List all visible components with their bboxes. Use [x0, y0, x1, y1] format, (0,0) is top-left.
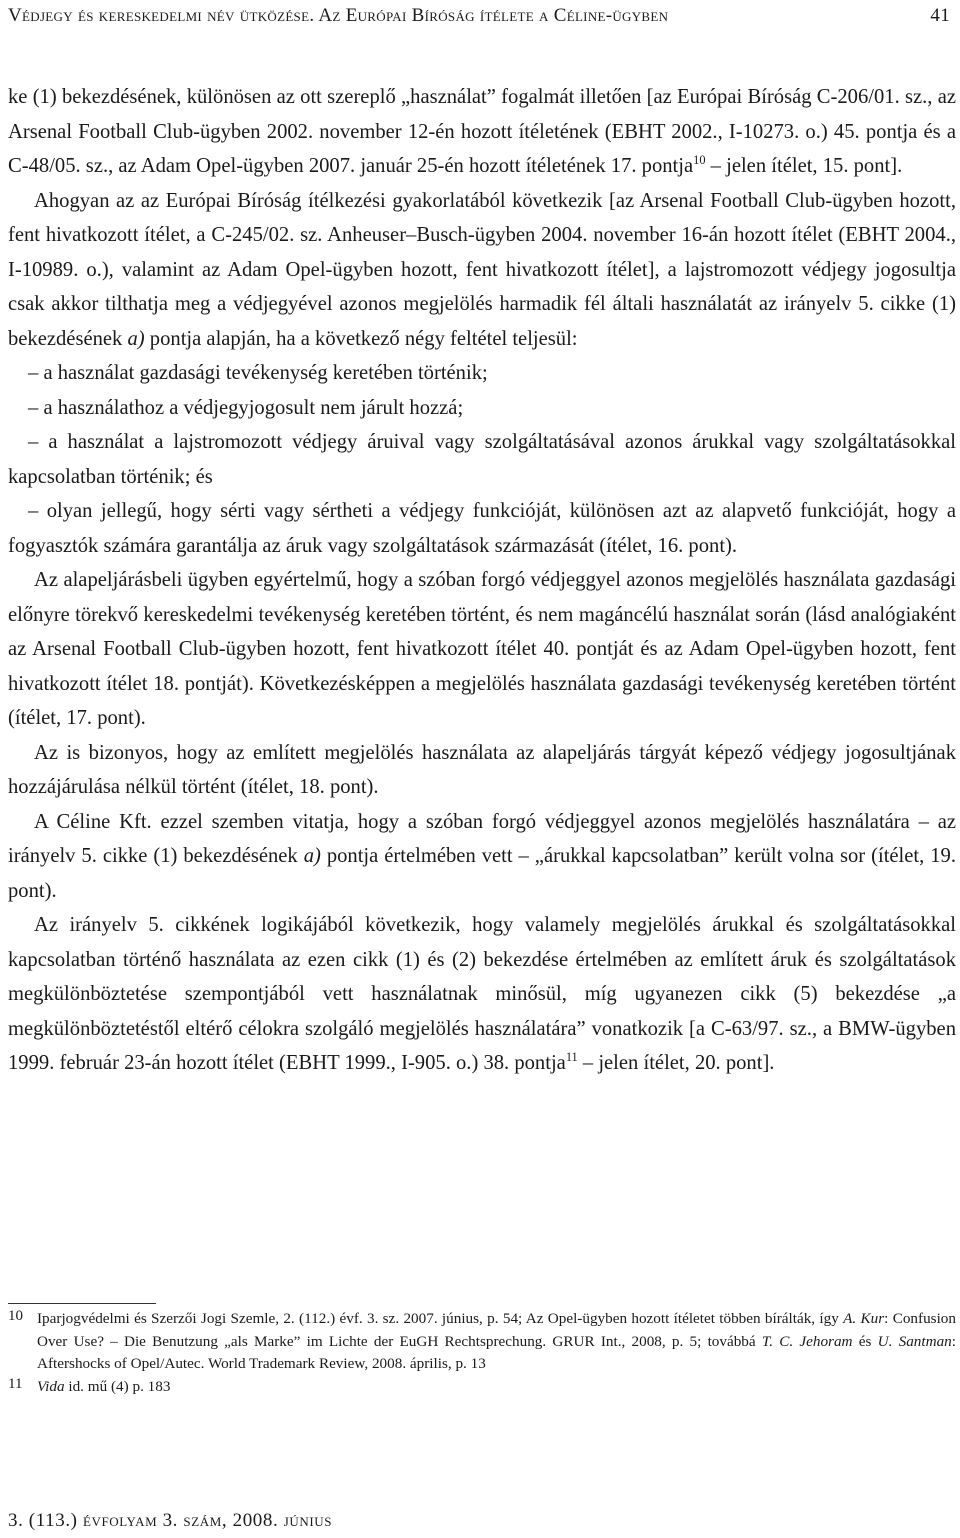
paragraph-2-italic: a)	[127, 327, 145, 350]
condition-item-1: – a használat gazdasági tevékenység keretében történik;	[28, 362, 488, 384]
footnotes	[8, 1308, 956, 1398]
paragraph-5	[8, 805, 956, 909]
running-footer: 3. (113.) évfolyam 3. szám, 2008. június	[8, 1510, 333, 1531]
footnote-author: A. Kur	[843, 1310, 885, 1327]
page-number: 41	[930, 5, 950, 26]
paragraph-2-tail: pontja alapján, ha a következő négy feltétel teljesül:	[144, 327, 578, 350]
running-title: Védjegy és kereskedelmi név ütközése. Az Európai Bíróság ítélete a Céline-ügyben	[8, 5, 669, 26]
footnote-11	[8, 1376, 956, 1399]
paragraph-3: Az alapeljárásbeli ügyben egyértelmű, hogy a szóban forgó védjeggyel azonos megjelölés használata gazdasági előnyre törekvő kereskedelmi tevékenység keretében történt, és nem magáncélú használat során (lásd analógiaként az Arsenal Football Club-ügyben hozott, fent hivatkozott ítélet 40. pontját és az Adam Opel-ügyben hozott, fent hivatkozott ítélet 18. pontját). Következésképpen a megjelölés használata gazdasági tevékenység keretében történt (ítélet, 17. pont).	[8, 569, 956, 729]
running-header	[8, 2, 952, 38]
paragraph-1-tail: – jelen ítélet, 15. pont].	[705, 155, 903, 177]
footnote-10	[8, 1308, 956, 1376]
paragraph-2	[8, 184, 956, 357]
paragraph-5-text: A Céline Kft. ezzel szemben vitatja, hogy a szóban forgó védjeggyel azonos megjelölés használatára – az irányelv 5. cikke (1) bekezdésének	[8, 810, 956, 867]
paragraph-2-text: Ahogyan az az Európai Bíróság ítélkezési gyakorlatából következik [az Arsenal Football Club-ügyben hozott, fent hivatkozott ítélet, a C-245/02. sz. Anheuser–Busch-ügyben 2004. november 16-án hozott ítélet (EBHT 2004., I-10989. o.), valamint az Adam Opel-ügyben hozott, fent hivatkozott ítélet], a lajstromozott védjegy jogosultja csak akkor tilthatja meg a védjegyével azonos megjelölés harmadik fél általi használatát az irányelv 5. cikke (1) bekezdésének	[8, 189, 956, 350]
footnote-text: : Confusion Over Use? – Die Benutzung „als Marke” im Lichte der EuGH Rechtsprechung. GRUR Int., 2008, p. 5; továbbá	[37, 1310, 956, 1350]
footnote-author: Vida	[37, 1377, 65, 1395]
article-body	[8, 80, 956, 1081]
paragraph-1	[8, 80, 956, 184]
condition-item-2: – a használathoz a védjegyjogosult nem járult hozzá;	[28, 396, 464, 419]
footnote-ref-10[interactable]: 10	[693, 153, 706, 168]
condition-item-3: – a használat a lajstromozott védjegy áruival vagy szolgáltatásával azonos árukkal vagy szolgáltatásokkal kapcsolatban történik; és	[8, 431, 956, 488]
footnote-ref-11[interactable]: 11	[565, 1050, 578, 1065]
paragraph-6-tail: – jelen ítélet, 20. pont].	[577, 1052, 775, 1074]
paragraph-6-text: Az irányelv 5. cikkének logikájából következik, hogy valamely megjelölés árukkal és szolgáltatásokkal kapcsolatban történő használata az ezen cikk (1) és (2) bekezdése értelmében az említett áruk és szolgáltatások megkülönböztetése szempontjából vett használatnak minősül, míg ugyanezen cikk (5) bekezdése „a megkülönböztetéstől eltérő célokra szolgáló megjelölés használatára” vonatkozik [a C-63/97. sz., a BMW-ügyben 1999. február 23-án hozott ítélet (EBHT 1999., I-905. o.) 38. pontja	[8, 914, 956, 1074]
footnote-mark: 11	[8, 1375, 23, 1392]
footnote-text: és	[852, 1332, 878, 1350]
paragraph-5-tail: pontja értelmében vett – „árukkal kapcsolatban” került volna sor (ítélet, 19. pont).	[8, 845, 956, 902]
footnote-text: Iparjogvédelmi és Szerzői Jogi Szemle, 2. (112.) évf. 3. sz. 2007. június, p. 54; Az Opel-ügyben hozott ítéletet többen bírálták, így	[37, 1310, 844, 1327]
paragraph-5-italic: a)	[303, 845, 321, 867]
footnote-author: U. Santman	[877, 1332, 952, 1350]
paragraph-1-text: ke (1) bekezdésének, különösen az ott szereplő „használat” fogalmát illetően [az Európai Bíróság C-206/01. sz., az Arsenal Football Club-ügyben 2002. november 12-én hozott ítéletének (EBHT 2002., I-10273. o.) 45. pontja és a C-48/05. sz., az Adam Opel-ügyben 2007. január 25-én hozott ítéletének 17. pontja	[8, 86, 956, 177]
condition-item-4: – olyan jellegű, hogy sérti vagy sértheti a védjegy funkcióját, különösen azt az alapvető funkcióját, hogy a fogyasztók számára garantálja az áruk vagy szolgáltatások származását (ítélet, 16. pont).	[8, 500, 956, 557]
footnote-text: id. mű (4) p. 183	[64, 1377, 171, 1395]
paragraph-6	[8, 908, 956, 1081]
footnote-text: : Aftershocks of Opel/Autec. World Trademark Review, 2008. április, p. 13	[37, 1332, 957, 1372]
footnote-author: T. C. Jehoram	[761, 1332, 853, 1350]
footnote-divider	[8, 1303, 156, 1304]
footnote-mark: 10	[8, 1308, 23, 1324]
paragraph-4: Az is bizonyos, hogy az említett megjelölés használata az alapeljárás tárgyát képező védjegy jogosultjának hozzájárulása nélkül történt (ítélet, 18. pont).	[8, 741, 956, 798]
